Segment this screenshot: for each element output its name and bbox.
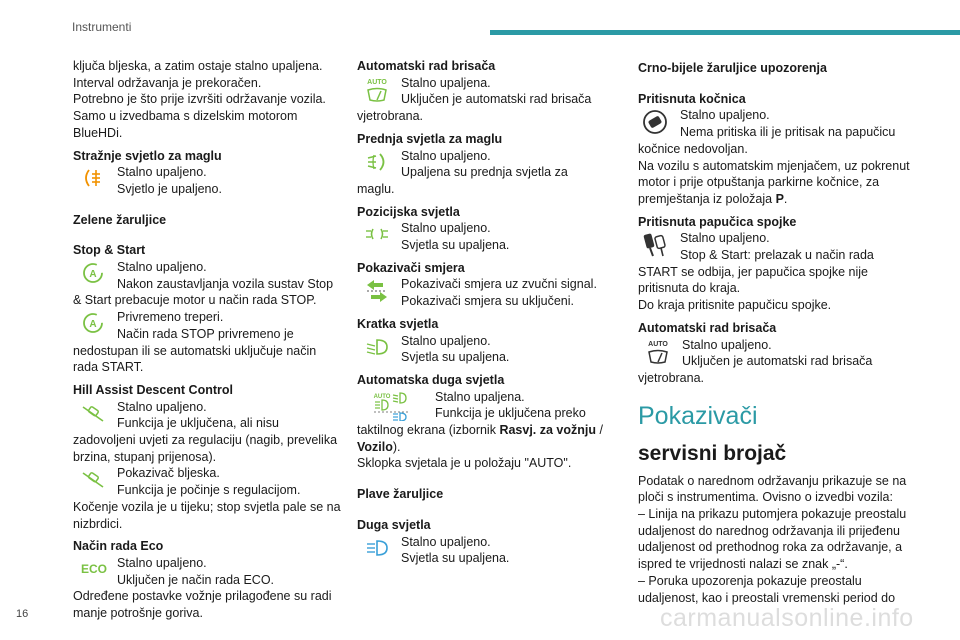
column-1: [73, 58, 341, 622]
stop-start-flash-entry: [73, 309, 341, 376]
front-fog-heading: Prednja svjetla za maglu: [357, 131, 503, 146]
service-list-item: – Poruka upozorenja pokazuje preostalu udaljenost, kao i preostali vremenski period do: [638, 573, 896, 605]
status-text: Stalno upaljeno.: [117, 260, 207, 275]
status-text: Do kraja pritisnite papučicu spojke.: [638, 298, 832, 313]
stop-start-entry: [73, 259, 341, 309]
svg-text:AUTO: AUTO: [648, 340, 668, 348]
dipped-beam-entry: [357, 333, 607, 366]
hadc-flash-entry: [73, 465, 341, 532]
status-text: Upaljena su prednja svjetla za maglu.: [357, 165, 568, 196]
auto-wiper-icon: [365, 77, 389, 105]
status-text: Stalno upaljeno.: [401, 333, 491, 348]
service-paragraph: Podatak o narednom održavanju prikazuje se na ploči s instrumentima. Ovisno o izvedbi vozila:: [638, 473, 907, 505]
header-accent-bar: [490, 30, 960, 35]
clutch-heading: Pritisnuta papučica spojke: [638, 214, 797, 229]
status-text: Funkcija je počinje s regulacijom.: [117, 483, 301, 498]
indicators-heading: Pokazivači smjera: [357, 260, 465, 275]
status-text: Stalno upaljeno.: [117, 399, 207, 414]
status-text: Na vozilu s automatskim mjenjačem, uz pokrenut motor i prije otpuštanja parkirne kočnice, za premještanja iz položaja: [638, 158, 910, 206]
status-text: Stalno upaljeno.: [117, 165, 207, 180]
brake-pedal-icon: [642, 109, 668, 135]
stop-start-icon: [81, 261, 105, 285]
rear-fog-heading: Stražnje svjetlo za maglu: [73, 148, 222, 163]
clutch-entry: [638, 230, 910, 314]
status-text: Stalno upaljena.: [435, 389, 525, 404]
menu-reference: Vozilo: [357, 439, 393, 454]
eco-heading: Način rada Eco: [73, 539, 164, 554]
svg-text:A: A: [89, 269, 97, 281]
status-text: Nakon zaustavljanja vozila sustav Stop & Start prebacuje motor u način rada STOP.: [73, 276, 334, 308]
status-text: .: [783, 191, 788, 206]
status-text: Stalno upaljena.: [401, 75, 491, 90]
blue-lamps-heading: Plave žaruljice: [357, 487, 444, 502]
status-text: ).: [392, 439, 401, 454]
status-text: Pokazivači smjera su uključeni.: [401, 294, 574, 309]
front-fog-entry: [357, 148, 607, 198]
status-text: Svjetla su upaljena.: [401, 350, 510, 365]
eco-entry: [73, 555, 341, 622]
auto-high-beam-heading: Automatska duga svjetla: [357, 372, 505, 387]
status-text: Stalno upaljeno.: [680, 231, 770, 246]
separator: /: [596, 423, 603, 438]
status-text: Nema pritiska ili je pritisak na papučicu kočnice nedovoljan.: [638, 125, 896, 156]
rear-fog-light-icon: [81, 166, 105, 190]
main-beam-heading: Duga svjetla: [357, 517, 431, 532]
auto-high-beam-icon: [359, 391, 423, 421]
rear-fog-entry: [73, 164, 341, 197]
brake-entry: [638, 107, 910, 207]
watermark: carmanualsonline.info: [660, 604, 914, 632]
position-lights-entry: [357, 220, 607, 253]
service-list-item: – Linija na prikazu putomjera pokazuje preostalu udaljenost do narednog održavanja ili prijeđenu udaljenost od prethodnog roka za održavanje, a ispred te vrijednosti nalazi se znak „-“.: [638, 507, 907, 572]
status-text: Funkcija je uključena, ali nisu zadovoljeni uvjeti za regulaciju (nagib, prevelika brzina, stupanj prijenosa).: [73, 416, 338, 464]
status-text: Određene postavke vožnje prilagođene su radi manje potrošnje goriva.: [73, 589, 332, 621]
dipped-beam-icon: [365, 335, 389, 359]
gear-position: P: [775, 191, 784, 206]
turn-signals-icon: [365, 278, 389, 304]
bw-lamps-heading: Crno-bijele žaruljice upozorenja: [638, 61, 827, 75]
status-text: Pokazivači smjera uz zvučni signal.: [401, 277, 597, 292]
status-text: Pokazivač bljeska.: [117, 466, 220, 481]
intro-line: Potrebno je što prije izvršiti održavanje vozila.: [73, 92, 326, 107]
status-text: Funkcija je uključena preko taktilnog ekrana (izbornik: [357, 406, 586, 438]
intro-line: Interval održavanja je prekoračen.: [73, 75, 262, 90]
dipped-beam-heading: Kratka svjetla: [357, 316, 439, 331]
svg-text:AUTO: AUTO: [367, 78, 387, 86]
status-text: Sklopka svjetala je u položaju "AUTO".: [357, 456, 572, 471]
auto-wipe-bw-heading: Automatski rad brisača: [638, 320, 777, 335]
page-number: 16: [16, 608, 29, 620]
auto-wipe-entry: [357, 75, 607, 125]
indicators-entry: [357, 276, 607, 309]
status-text: Uključen je način rada ECO.: [117, 572, 275, 587]
auto-wiper-icon: [646, 339, 670, 367]
section-title: Pokazivači: [638, 401, 758, 430]
column-2: [357, 58, 607, 567]
auto-wipe-bw-entry: [638, 337, 910, 387]
position-lights-heading: Pozicijska svjetla: [357, 204, 460, 219]
status-text: [638, 158, 910, 208]
intro-line: ključa bljeska, a zatim ostaje stalno upaljena.: [73, 59, 323, 73]
status-text: Stalno upaljeno.: [680, 108, 770, 123]
status-text: Uključen je automatski rad brisača vjetrobrana.: [638, 354, 873, 385]
status-text: Stalno upaljeno.: [401, 148, 491, 163]
column-3: [638, 58, 910, 606]
green-lamps-heading: Zelene žaruljice: [73, 212, 167, 227]
hill-descent-icon: [81, 467, 105, 491]
status-text: Svjetla su upaljena.: [401, 551, 510, 566]
status-text: Privremeno treperi.: [117, 310, 224, 325]
auto-wipe-heading: Automatski rad brisača: [357, 59, 496, 73]
brake-heading: Pritisnuta kočnica: [638, 91, 746, 106]
hill-descent-icon: [81, 401, 105, 425]
hadc-entry: [73, 399, 341, 466]
main-beam-entry: [357, 534, 607, 567]
svg-text:A: A: [89, 319, 97, 331]
page-header-title: Instrumenti: [72, 20, 132, 34]
status-text: Stop & Start: prelazak u način rada START se odbija, jer papučica spojke nije pritisnuta do kraja.: [638, 248, 874, 296]
front-fog-light-icon: [365, 150, 389, 174]
auto-high-beam-entry: [357, 389, 607, 473]
svg-text:AUTO: AUTO: [373, 393, 391, 400]
menu-reference: Rasvj. za vožnju: [499, 423, 596, 438]
status-text: Stalno upaljeno.: [401, 534, 491, 549]
status-text: Svjetlo je upaljeno.: [117, 181, 222, 196]
clutch-pedal-icon: [642, 232, 668, 258]
service-indicator-title: servisni brojač: [638, 441, 787, 465]
eco-mode-icon: ECO: [81, 561, 108, 576]
status-text: Stalno upaljeno.: [401, 221, 491, 236]
stop-start-heading: Stop & Start: [73, 243, 146, 258]
main-beam-icon: [365, 536, 389, 560]
position-lights-icon: [365, 222, 389, 246]
status-text: Kočenje vozila je u tijeku; stop svjetla pale se na nizbrdici.: [73, 499, 341, 531]
status-text: Način rada STOP privremeno je nedostupan ili se automatski uključuje način rada START.: [73, 326, 317, 375]
intro-line: Samo u izvedbama s dizelskim motorom BlueHDi.: [73, 109, 298, 140]
status-text: Stalno upaljeno.: [682, 337, 772, 352]
hadc-heading: Hill Assist Descent Control: [73, 382, 233, 397]
status-text: Svjetla su upaljena.: [401, 238, 510, 253]
stop-start-icon: [81, 311, 105, 335]
status-text: Uključen je automatski rad brisača vjetrobrana.: [357, 92, 592, 124]
status-text: Stalno upaljeno.: [117, 555, 207, 570]
